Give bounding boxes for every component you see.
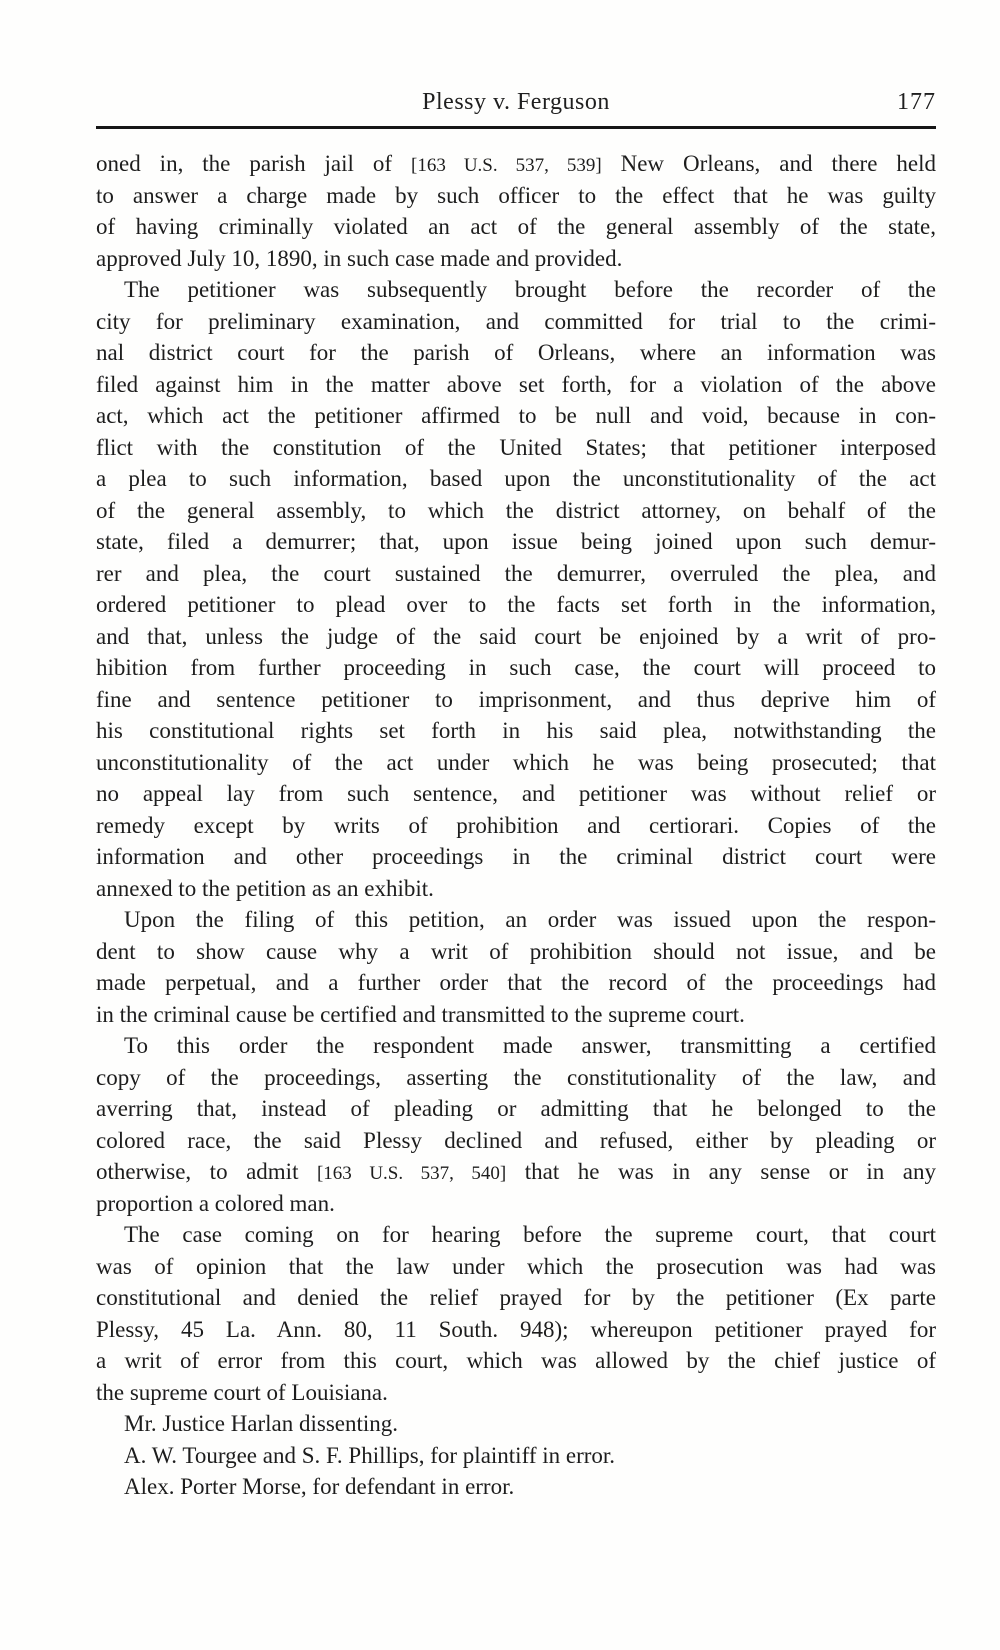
text-line: flict with the constitution of the United States; that petitioner interposed [96, 434, 936, 460]
text-line: of the general assembly, to which the district attorney, on behalf of the [96, 497, 936, 523]
paragraph [96, 1219, 936, 1408]
text-line: hibition from further proceeding in such case, the court will proceed to [96, 655, 936, 680]
text-line: A. W. Tourgee and S. F. Phillips, for plaintiff in error. [124, 1442, 616, 1468]
text-line: the supreme court of Louisiana. [96, 1379, 388, 1405]
text-line: city for preliminary examination, and committed for trial to the crimi- [96, 308, 936, 334]
header-rule [96, 126, 936, 129]
text-line: The case coming on for hearing before the supreme court, that court [124, 1222, 936, 1247]
text-line: unconstitutionality of the act under which he was being prosecuted; that [96, 749, 936, 775]
text-line: state, filed a demurrer; that, upon issue being joined upon such demur- [96, 529, 936, 554]
text-line: colored race, the said Plessy declined and refused, either by pleading or [96, 1127, 936, 1153]
paragraph [96, 1471, 936, 1503]
running-head-title: Plessy v. Ferguson [422, 89, 610, 115]
us-reports-citation: [163 U.S. 537, 540] [316, 1163, 507, 1184]
text-line: a plea to such information, based upon the unconstitutionality of the act [96, 466, 936, 491]
text-line: Mr. Justice Harlan dissenting. [124, 1411, 399, 1436]
paragraph [96, 274, 936, 904]
text-line: was of opinion that the law under which the prosecution was had was [96, 1253, 936, 1279]
paragraph [96, 904, 936, 1030]
text-line: and that, unless the judge of the said court be enjoined by a writ of pro- [96, 623, 936, 649]
text-line: nal district court for the parish of Orleans, where an information was [96, 340, 936, 365]
text-line: to answer a charge made by such officer to the effect that he was guilty [96, 182, 936, 208]
text-line: approved July 10, 1890, in such case made and provided. [96, 245, 623, 271]
text-line: constitutional and denied the relief prayed for by the petitioner (Ex parte [96, 1285, 936, 1310]
text-line: copy of the proceedings, asserting the constitutionality of the law, and [96, 1064, 936, 1090]
text-line: oned in, the parish jail of [163 U.S. 537, 539] New Orleans, and there held [96, 151, 936, 176]
text-line: Alex. Porter Morse, for defendant in error. [124, 1474, 515, 1499]
text-line: in the criminal cause be certified and transmitted to the supreme court. [96, 1001, 745, 1027]
text-line: act, which act the petitioner affirmed to be null and void, because in con- [96, 403, 936, 428]
text-line: Plessy, 45 La. Ann. 80, 11 South. 948); whereupon petitioner prayed for [96, 1316, 936, 1342]
text-line: The petitioner was subsequently brought before the recorder of the [124, 277, 936, 302]
text-line: otherwise, to admit [163 U.S. 537, 540] that he was in any sense or in any [96, 1159, 936, 1184]
text-line: rer and plea, the court sustained the demurrer, overruled the plea, and [96, 560, 936, 586]
text-line: filed against him in the matter above set forth, for a violation of the above [96, 371, 936, 397]
text-line: information and other proceedings in the criminal district court were [96, 844, 936, 869]
paragraph [96, 148, 936, 274]
running-head [96, 88, 936, 116]
text-line: of having criminally violated an act of the general assembly of the state, [96, 214, 936, 239]
text-line: a writ of error from this court, which was allowed by the chief justice of [96, 1348, 936, 1373]
text-line: no appeal lay from such sentence, and petitioner was without relief or [96, 781, 936, 806]
text-line: To this order the respondent made answer, transmitting a certified [124, 1033, 936, 1058]
paragraph [96, 1408, 936, 1440]
text-line: proportion a colored man. [96, 1190, 335, 1216]
text-line: ordered petitioner to plead over to the facts set forth in the information, [96, 592, 936, 617]
text-line: dent to show cause why a writ of prohibition should not issue, and be [96, 938, 936, 964]
document-body [96, 148, 936, 1503]
text-line: averring that, instead of pleading or admitting that he belonged to the [96, 1096, 936, 1121]
text-line: Upon the filing of this petition, an order was issued upon the respon- [124, 907, 936, 932]
page-number: 177 [897, 89, 936, 115]
us-reports-citation: [163 U.S. 537, 539] [411, 155, 602, 176]
text-line: remedy except by writs of prohibition and certiorari. Copies of the [96, 812, 936, 838]
text-line: annexed to the petition as an exhibit. [96, 875, 434, 901]
paragraph [96, 1030, 936, 1219]
paragraph [96, 1440, 936, 1472]
text-line: fine and sentence petitioner to imprisonment, and thus deprive him of [96, 686, 936, 712]
text-line: his constitutional rights set forth in his said plea, notwithstanding the [96, 718, 936, 743]
text-line: made perpetual, and a further order that the record of the proceedings had [96, 970, 936, 995]
